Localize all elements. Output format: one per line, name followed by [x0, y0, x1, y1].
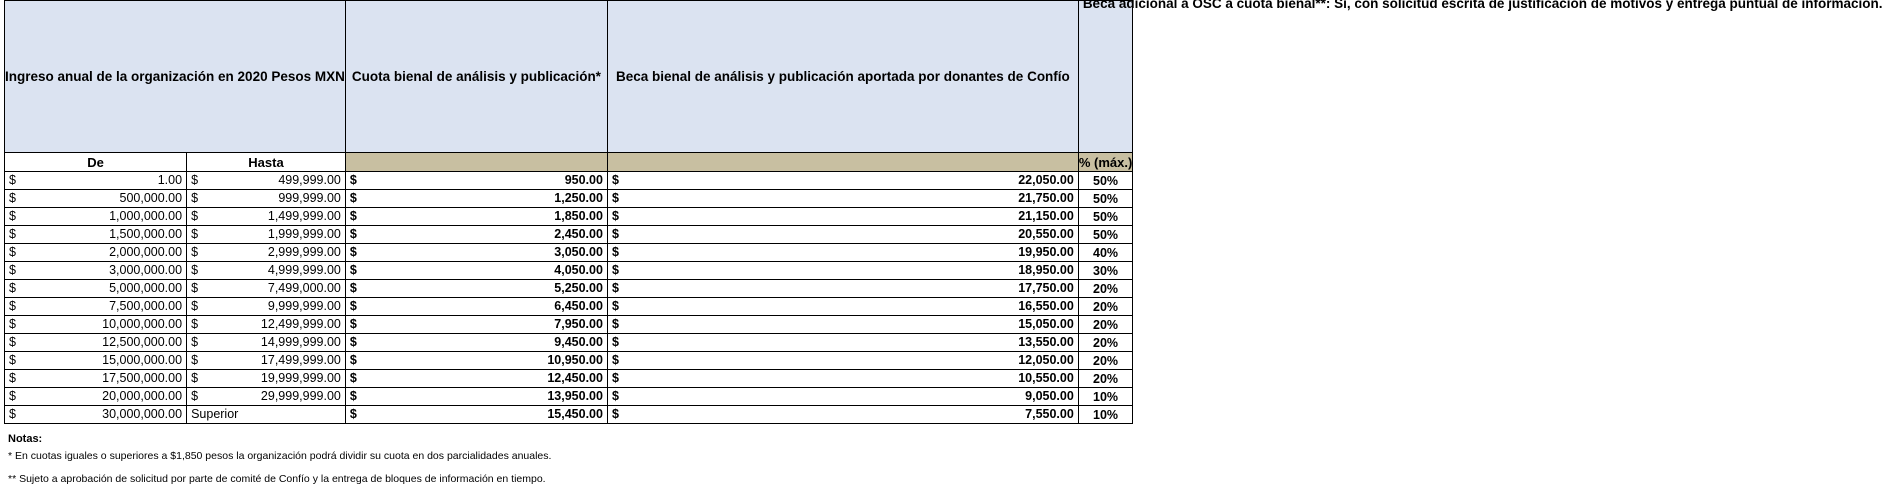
beca-cell — [607, 316, 1078, 334]
de-cell-value: 1,500,000.00 — [109, 227, 183, 241]
hasta-cell — [187, 370, 346, 388]
cuota-cell-value: 15,450.00 — [547, 407, 603, 421]
currency-symbol: $ — [9, 281, 16, 295]
de-cell — [5, 244, 187, 262]
hasta-cell-value: 1,999,999.00 — [267, 227, 341, 241]
cuota-cell — [345, 316, 607, 334]
table-row — [5, 280, 1133, 298]
hasta-cell — [187, 298, 346, 316]
de-cell — [5, 190, 187, 208]
table-row — [5, 298, 1133, 316]
table-row — [5, 388, 1133, 406]
beca-cell — [607, 280, 1078, 298]
beca-cell — [607, 298, 1078, 316]
beca-cell-value: 17,750.00 — [1018, 281, 1074, 295]
hasta-cell — [187, 244, 346, 262]
currency-symbol: $ — [191, 281, 199, 295]
cuota-cell-value: 2,450.00 — [554, 227, 603, 241]
beca-cell — [607, 190, 1078, 208]
beca-cell-value: 7,550.00 — [1025, 407, 1074, 421]
hasta-cell-value: 999,999.00 — [278, 191, 341, 205]
cuota-cell — [345, 190, 607, 208]
hasta-cell — [187, 226, 346, 244]
beca-cell — [607, 334, 1078, 352]
currency-symbol: $ — [9, 191, 16, 205]
de-cell-value: 5,000,000.00 — [109, 281, 183, 295]
hasta-cell-value: 19,999,999.00 — [260, 371, 341, 385]
de-cell-value: 1,000,000.00 — [109, 209, 183, 223]
beca-cell-value: 22,050.00 — [1018, 173, 1074, 187]
currency-symbol: $ — [191, 209, 199, 223]
hasta-cell-value: 1,499,999.00 — [267, 209, 341, 223]
subheader-row — [5, 153, 1133, 172]
currency-symbol: $ — [191, 227, 199, 241]
de-cell — [5, 352, 187, 370]
cuota-cell-value: 1,850.00 — [554, 209, 603, 223]
pct-cell: 20% — [1078, 334, 1132, 352]
pct-cell: 20% — [1078, 352, 1132, 370]
beca-cell-value: 13,550.00 — [1018, 335, 1074, 349]
cuota-cell-value: 950.00 — [564, 173, 603, 187]
currency-symbol: $ — [349, 299, 357, 313]
cuota-header-text: Cuota bienal de análisis y publicación* — [351, 69, 601, 84]
currency-symbol: $ — [611, 335, 619, 349]
currency-symbol: $ — [611, 299, 619, 313]
table-row — [5, 262, 1133, 280]
cuota-cell — [345, 226, 607, 244]
table-row — [5, 172, 1133, 190]
currency-symbol: $ — [349, 353, 357, 367]
cuota-cell-value: 13,950.00 — [547, 389, 603, 403]
de-cell-value: 7,500,000.00 — [109, 299, 183, 313]
currency-symbol: $ — [191, 245, 199, 259]
pct-cell: 50% — [1078, 208, 1132, 226]
table-row — [5, 334, 1133, 352]
hasta-cell-value: 7,499,000.00 — [267, 281, 341, 295]
currency-symbol: $ — [9, 227, 16, 241]
adicional-header — [1078, 0, 1883, 153]
cuota-cell — [345, 298, 607, 316]
de-cell-value: 3,000,000.00 — [109, 263, 183, 277]
cuota-cell — [345, 406, 607, 424]
pct-cell: 40% — [1078, 244, 1132, 262]
currency-symbol: $ — [191, 335, 199, 349]
beca-cell — [607, 352, 1078, 370]
pct-cell: 20% — [1078, 280, 1132, 298]
pct-subheader: % (máx.) — [1078, 154, 1133, 170]
currency-symbol: $ — [191, 353, 199, 367]
cuota-header — [345, 1, 607, 153]
hasta-cell — [187, 334, 346, 352]
currency-symbol: $ — [9, 389, 16, 403]
cuota-cell — [345, 280, 607, 298]
currency-symbol: $ — [191, 317, 199, 331]
cuota-cell — [345, 334, 607, 352]
hasta-cell — [187, 280, 346, 298]
de-cell-value: 2,000,000.00 — [109, 245, 183, 259]
hasta-cell — [187, 316, 346, 334]
cuota-cell — [345, 172, 607, 190]
beca-cell-value: 15,050.00 — [1018, 317, 1074, 331]
hasta-cell — [187, 262, 346, 280]
hasta-cell — [187, 388, 346, 406]
de-cell — [5, 226, 187, 244]
pct-cell: 10% — [1078, 388, 1132, 406]
currency-symbol: $ — [611, 389, 619, 403]
hasta-cell-value: Superior — [191, 407, 239, 421]
cuota-cell-value: 7,950.00 — [554, 317, 603, 331]
pct-cell: 50% — [1078, 172, 1132, 190]
de-cell — [5, 298, 187, 316]
beca-cell — [607, 172, 1078, 190]
currency-symbol: $ — [349, 407, 357, 421]
cuota-cell — [345, 370, 607, 388]
beca-cell-value: 21,750.00 — [1018, 191, 1074, 205]
cuota-cell — [345, 208, 607, 226]
pct-cell: 10% — [1078, 406, 1132, 424]
cuota-cell-value: 5,250.00 — [554, 281, 603, 295]
pct-cell: 50% — [1078, 190, 1132, 208]
cuota-cell-value: 3,050.00 — [554, 245, 603, 259]
cuota-cell — [345, 352, 607, 370]
de-cell-value: 17,500,000.00 — [102, 371, 183, 385]
cuota-cell-value: 12,450.00 — [547, 371, 603, 385]
hasta-cell-value: 2,999,999.00 — [267, 245, 341, 259]
de-cell-value: 500,000.00 — [119, 191, 183, 205]
currency-symbol: $ — [9, 173, 16, 187]
currency-symbol: $ — [9, 299, 16, 313]
hasta-cell — [187, 172, 346, 190]
de-cell — [5, 208, 187, 226]
currency-symbol: $ — [611, 353, 619, 367]
de-cell — [5, 370, 187, 388]
cuota-cell-value: 10,950.00 — [547, 353, 603, 367]
currency-symbol: $ — [349, 245, 357, 259]
hasta-cell — [187, 190, 346, 208]
currency-symbol: $ — [349, 389, 357, 403]
currency-symbol: $ — [191, 173, 199, 187]
de-cell-value: 12,500,000.00 — [102, 335, 183, 349]
cuota-cell-value: 9,450.00 — [554, 335, 603, 349]
table-row — [5, 316, 1133, 334]
beca-cell-value: 21,150.00 — [1018, 209, 1074, 223]
currency-symbol: $ — [349, 281, 357, 295]
pct-cell: 20% — [1078, 370, 1132, 388]
pct-cell: 50% — [1078, 226, 1132, 244]
table-row — [5, 190, 1133, 208]
currency-symbol: $ — [611, 245, 619, 259]
fee-table — [4, 0, 1883, 424]
header-row — [5, 1, 1133, 153]
currency-symbol: $ — [191, 299, 199, 313]
currency-symbol: $ — [191, 371, 199, 385]
hasta-cell-value: 4,999,999.00 — [267, 263, 341, 277]
currency-symbol: $ — [191, 263, 199, 277]
currency-symbol: $ — [9, 371, 16, 385]
beca-cell — [607, 370, 1078, 388]
currency-symbol: $ — [611, 407, 619, 421]
currency-symbol: $ — [349, 335, 357, 349]
currency-symbol: $ — [9, 317, 16, 331]
beca-cell-value: 12,050.00 — [1018, 353, 1074, 367]
pct-cell: 20% — [1078, 298, 1132, 316]
hasta-cell — [187, 208, 346, 226]
currency-symbol: $ — [349, 263, 357, 277]
cuota-cell — [345, 244, 607, 262]
beca-cell — [607, 226, 1078, 244]
cuota-cell — [345, 262, 607, 280]
pct-cell: 30% — [1078, 262, 1132, 280]
currency-symbol: $ — [611, 281, 619, 295]
de-cell — [5, 262, 187, 280]
hasta-cell — [187, 352, 346, 370]
beca-cell-value: 18,950.00 — [1018, 263, 1074, 277]
hasta-subheader: Hasta — [187, 153, 346, 172]
de-cell-value: 20,000,000.00 — [102, 389, 183, 403]
beca-cell — [607, 388, 1078, 406]
currency-symbol: $ — [611, 317, 619, 331]
de-cell — [5, 334, 187, 352]
notes-block — [8, 433, 552, 485]
beca-cell-value: 19,950.00 — [1018, 245, 1074, 259]
beca-cell-value: 16,550.00 — [1018, 299, 1074, 313]
currency-symbol: $ — [9, 209, 16, 223]
beca-cell-value: 9,050.00 — [1025, 389, 1074, 403]
beca-cell-value: 10,550.00 — [1018, 371, 1074, 385]
beca-cell-value: 20,550.00 — [1018, 227, 1074, 241]
de-cell-value: 30,000,000.00 — [102, 407, 183, 421]
currency-symbol: $ — [611, 173, 619, 187]
de-cell — [5, 172, 187, 190]
de-cell — [5, 280, 187, 298]
de-cell-value: 15,000,000.00 — [102, 353, 183, 367]
cuota-cell-value: 4,050.00 — [554, 263, 603, 277]
note-1: * En cuotas iguales o superiores a $1,850 pesos la organización podrá dividir su cuota en dos parcialidades anuales. — [8, 450, 552, 462]
pct-cell: 20% — [1078, 316, 1132, 334]
hasta-cell-value: 29,999,999.00 — [260, 389, 341, 403]
beca-cell — [607, 406, 1078, 424]
hasta-cell — [187, 406, 346, 424]
currency-symbol: $ — [9, 353, 16, 367]
currency-symbol: $ — [611, 209, 619, 223]
currency-symbol: $ — [9, 263, 16, 277]
hasta-cell-value: 9,999,999.00 — [267, 299, 341, 313]
beca-cell — [607, 244, 1078, 262]
de-cell — [5, 406, 187, 424]
income-header-text: Ingreso anual de la organización en 2020 Pesos MXN — [5, 69, 345, 84]
note-2: ** Sujeto a aprobación de solicitud por parte de comité de Confío y la entrega de bloques de información en tiempo. — [8, 473, 546, 485]
table-row — [5, 244, 1133, 262]
cuota-cell — [345, 388, 607, 406]
currency-symbol: $ — [349, 209, 357, 223]
beca-header-text: Beca bienal de análisis y publicación aportada por donantes de Confío — [615, 69, 1070, 84]
de-cell — [5, 388, 187, 406]
currency-symbol: $ — [349, 317, 357, 331]
cuota-cell-value: 6,450.00 — [554, 299, 603, 313]
hasta-cell-value: 17,499,999.00 — [260, 353, 341, 367]
beca-cell — [607, 208, 1078, 226]
currency-symbol: $ — [9, 245, 16, 259]
currency-symbol: $ — [611, 263, 619, 277]
cuota-subheader — [345, 153, 607, 172]
currency-symbol: $ — [611, 191, 619, 205]
table-row — [5, 406, 1133, 424]
currency-symbol: $ — [349, 191, 357, 205]
de-cell-value: 1.00 — [157, 173, 183, 187]
beca-cell — [607, 262, 1078, 280]
de-subheader: De — [5, 153, 187, 172]
de-cell-value: 10,000,000.00 — [102, 317, 183, 331]
income-header — [5, 1, 346, 153]
hasta-cell-value: 12,499,999.00 — [260, 317, 341, 331]
cuota-cell-value: 1,250.00 — [554, 191, 603, 205]
currency-symbol: $ — [9, 335, 16, 349]
adicional-header-text: Beca adicional a OSC a cuota bienal**: Sí, con solicitud escrita de justificación de motivos y entrega puntual de información. — [1082, 0, 1883, 11]
table-row — [5, 370, 1133, 388]
currency-symbol: $ — [349, 173, 357, 187]
currency-symbol: $ — [349, 227, 357, 241]
table-row — [5, 208, 1133, 226]
currency-symbol: $ — [349, 371, 357, 385]
notes-title: Notas: — [8, 433, 43, 445]
de-cell — [5, 316, 187, 334]
beca-subheader — [607, 153, 1078, 172]
table-row — [5, 226, 1133, 244]
beca-header — [607, 1, 1078, 153]
table-row — [5, 352, 1133, 370]
hasta-cell-value: 499,999.00 — [278, 173, 341, 187]
currency-symbol: $ — [9, 407, 16, 421]
currency-symbol: $ — [611, 371, 619, 385]
table-body — [5, 172, 1133, 424]
hasta-cell-value: 14,999,999.00 — [260, 335, 341, 349]
currency-symbol: $ — [191, 191, 199, 205]
currency-symbol: $ — [611, 227, 619, 241]
currency-symbol: $ — [191, 389, 199, 403]
